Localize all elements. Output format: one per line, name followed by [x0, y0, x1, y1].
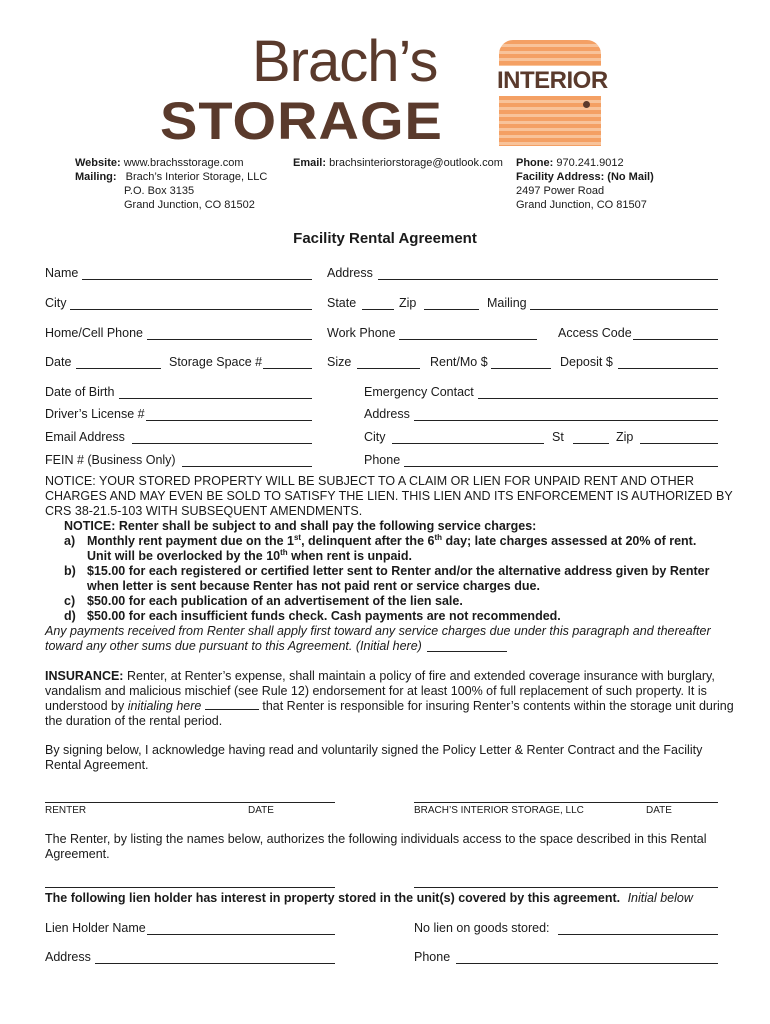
date-label: Date	[45, 355, 72, 369]
mailing-line1: Brach’s Interior Storage, LLC	[125, 171, 268, 183]
insurance-text3a: understood by	[45, 699, 125, 713]
work-phone-label: Work Phone	[327, 326, 396, 340]
insurance-text3c: that Renter is responsible for insuring Renter’s contents within the storage unit during	[262, 699, 734, 713]
no-lien-label: No lien on goods stored:	[414, 921, 550, 935]
mailing-field-label: Mailing	[487, 296, 527, 310]
email-row	[293, 157, 503, 169]
insurance-text1: Renter, at Renter’s expense, shall maintain a policy of fire and extended coverage insurance with burglary,	[126, 669, 715, 683]
page-title: Facility Rental Agreement	[293, 230, 477, 247]
name-field[interactable]	[82, 279, 312, 280]
charge-a-text3: day; late charges assessed at 20% of rent.	[442, 534, 697, 548]
charge-a-line1	[87, 534, 696, 548]
facility-label: Facility Address: (No Mail)	[516, 171, 654, 183]
renter-signature-field[interactable]	[45, 802, 335, 803]
insurance-line3	[45, 699, 734, 713]
home-phone-label: Home/Cell Phone	[45, 326, 143, 340]
charge-a-line2	[87, 549, 412, 563]
rent-label: Rent/Mo $	[430, 355, 488, 369]
insurance-initial-field[interactable]	[205, 699, 259, 710]
company-signature-field[interactable]	[414, 802, 718, 803]
lien-address-label: Address	[45, 950, 91, 964]
facility-line2: Grand Junction, CO 81507	[516, 199, 647, 211]
drivers-license-field[interactable]	[146, 420, 312, 421]
emergency-city-field[interactable]	[392, 443, 544, 444]
emergency-address-label: Address	[364, 407, 410, 421]
no-lien-initial-field[interactable]	[558, 934, 718, 935]
city-label: City	[45, 296, 67, 310]
emergency-zip-field[interactable]	[640, 443, 718, 444]
authorize-line1: The Renter, by listing the names below, authorizes the following individuals access to the space described in this Rental	[45, 832, 707, 846]
charge-a-sup3: th	[280, 547, 288, 557]
lien-initial-note: Initial below	[627, 891, 693, 905]
lien-address-field[interactable]	[95, 963, 335, 964]
lien-heading: The following lien holder has interest in property stored in the unit(s) covered by this agreement.	[45, 891, 621, 905]
charge-c-text: $50.00 for each publication of an advertisement of the lien sale.	[87, 594, 463, 608]
work-phone-field[interactable]	[399, 339, 537, 340]
email-address-label: Email Address	[45, 430, 125, 444]
insurance-text3b: initialing here	[127, 699, 202, 713]
charge-b-marker: b)	[64, 564, 76, 578]
access-code-label: Access Code	[558, 326, 632, 340]
charge-c-marker: c)	[64, 594, 76, 608]
facility-line1: 2497 Power Road	[516, 185, 605, 197]
drivers-license-label: Driver’s License #	[45, 407, 145, 421]
website-label: Website:	[75, 157, 121, 169]
logo-badge-label: INTERIOR	[497, 67, 608, 94]
renter-date-label: DATE	[248, 805, 274, 816]
lien-phone-label: Phone	[414, 950, 451, 964]
name-label: Name	[45, 266, 79, 280]
charge-a-marker: a)	[64, 534, 76, 548]
company-date-label: DATE	[646, 805, 672, 816]
deposit-label: Deposit $	[560, 355, 613, 369]
insurance-line1	[45, 669, 715, 683]
access-code-field[interactable]	[633, 339, 718, 340]
mailing-row	[75, 171, 267, 183]
charge-a-text5: when rent is unpaid.	[287, 549, 412, 563]
charge-a-text2: , delinquent after the 6	[301, 534, 435, 548]
phone-row	[516, 157, 624, 169]
size-label: Size	[327, 355, 352, 369]
signing-line2: Rental Agreement.	[45, 758, 149, 772]
emergency-city-label: City	[364, 430, 386, 444]
phone-label: Phone:	[516, 157, 554, 169]
charge-a-text1: Monthly rent payment due on the 1	[87, 534, 294, 548]
emergency-phone-field[interactable]	[404, 466, 718, 467]
phone-value: 970.241.9012	[556, 157, 624, 169]
lien-notice: NOTICE: YOUR STORED PROPERTY WILL BE SUBJECT TO A CLAIM OR LIEN FOR UNPAID RENT AND OTHER CHARGES AND MAY EVEN BE SOLD TO SATISFY THE LIEN. THIS LIEN AND ITS ENFORCEMENT IS AUTHORIZED BY CRS 38-21.5-103 WITH SUBSEQUENT AMENDMENTS.	[45, 474, 733, 518]
charge-d-marker: d)	[64, 609, 76, 623]
insurance-line2: vandalism and malicious mischief (see Rule 12) endorsement for at least 100% of full replacement of such property. It is	[45, 684, 707, 698]
payments-line1: Any payments received from Renter shall apply first toward any service charges due under this paragraph and thereafter	[45, 624, 711, 638]
charge-a-sup2: th	[434, 532, 443, 542]
website-link[interactable]: www.brachsstorage.com	[123, 157, 244, 169]
lien-heading-row	[45, 891, 693, 905]
lien-phone-field[interactable]	[456, 963, 718, 964]
email-address-field[interactable]	[132, 443, 312, 444]
notice-text: Renter shall be subject to and shall pay the following service charges:	[118, 519, 537, 533]
charge-a-text4: Unit will be overlocked by the 10	[87, 549, 281, 563]
insurance-label: INSURANCE:	[45, 669, 124, 683]
authorize-line2: Agreement.	[45, 847, 110, 861]
emergency-contact-field[interactable]	[478, 398, 718, 399]
state-label: State	[327, 296, 357, 310]
emergency-contact-label: Emergency Contact	[364, 385, 474, 399]
state-field[interactable]	[362, 309, 394, 310]
charge-a-sup1: st	[293, 532, 302, 542]
charge-b-line1: $15.00 for each registered or certified letter sent to Renter and/or the alternative address given by Renter	[87, 564, 710, 578]
size-field[interactable]	[357, 368, 420, 369]
email-label: Email:	[293, 157, 327, 169]
charge-d-text: $50.00 for each insufficient funds check. Cash payments are not recommended.	[87, 609, 561, 623]
payments-initial-field[interactable]	[427, 651, 507, 652]
email-link[interactable]: brachsinteriorstorage@outlook.com	[329, 157, 503, 169]
zip-label: Zip	[399, 296, 417, 310]
lien-holder-name-label: Lien Holder Name	[45, 921, 146, 935]
logo-script-text: Brach’s	[252, 29, 438, 94]
city-field[interactable]	[70, 309, 312, 310]
emergency-phone-label: Phone	[364, 453, 401, 467]
dob-label: Date of Birth	[45, 385, 115, 399]
lien-holder-name-field[interactable]	[147, 934, 335, 935]
emergency-zip-label: Zip	[616, 430, 634, 444]
storage-space-field[interactable]	[263, 368, 312, 369]
notice-label: NOTICE:	[64, 519, 116, 533]
website-row	[75, 157, 244, 169]
mailing-field[interactable]	[530, 309, 718, 310]
storage-space-label: Storage Space #	[169, 355, 263, 369]
mailing-label: Mailing:	[75, 171, 117, 183]
authorized-person-2-field[interactable]	[414, 887, 718, 888]
emergency-st-label: St	[552, 430, 564, 444]
address-label: Address	[327, 266, 373, 280]
fein-label: FEIN # (Business Only)	[45, 453, 176, 467]
logo-bold-text: STORAGE	[160, 90, 443, 151]
logo-badge-knob-icon	[583, 101, 590, 108]
deposit-field[interactable]	[618, 368, 718, 369]
dob-field[interactable]	[119, 398, 312, 399]
renter-sig-label: RENTER	[45, 805, 87, 816]
date-field[interactable]	[76, 368, 161, 369]
rent-field[interactable]	[491, 368, 551, 369]
authorized-person-1-field[interactable]	[45, 887, 335, 888]
fein-field[interactable]	[182, 466, 312, 467]
charge-b-line2: when letter is sent because Renter has not paid rent or service charges due.	[87, 579, 540, 593]
company-sig-label: BRACH’S INTERIOR STORAGE, LLC	[414, 805, 584, 816]
emergency-st-field[interactable]	[573, 443, 609, 444]
address-field[interactable]	[378, 279, 718, 280]
service-charges-notice	[64, 519, 536, 533]
payments-line2: toward any other sums due pursuant to this Agreement. (Initial here)	[45, 639, 422, 653]
home-phone-field[interactable]	[147, 339, 312, 340]
insurance-line4: the duration of the rental period.	[45, 714, 223, 728]
emergency-address-field[interactable]	[414, 420, 718, 421]
zip-field[interactable]	[424, 309, 479, 310]
signing-line1: By signing below, I acknowledge having read and voluntarily signed the Policy Letter & Renter Contract and the Facility	[45, 743, 703, 757]
mailing-line2: P.O. Box 3135	[124, 185, 195, 197]
mailing-line3: Grand Junction, CO 81502	[124, 199, 255, 211]
